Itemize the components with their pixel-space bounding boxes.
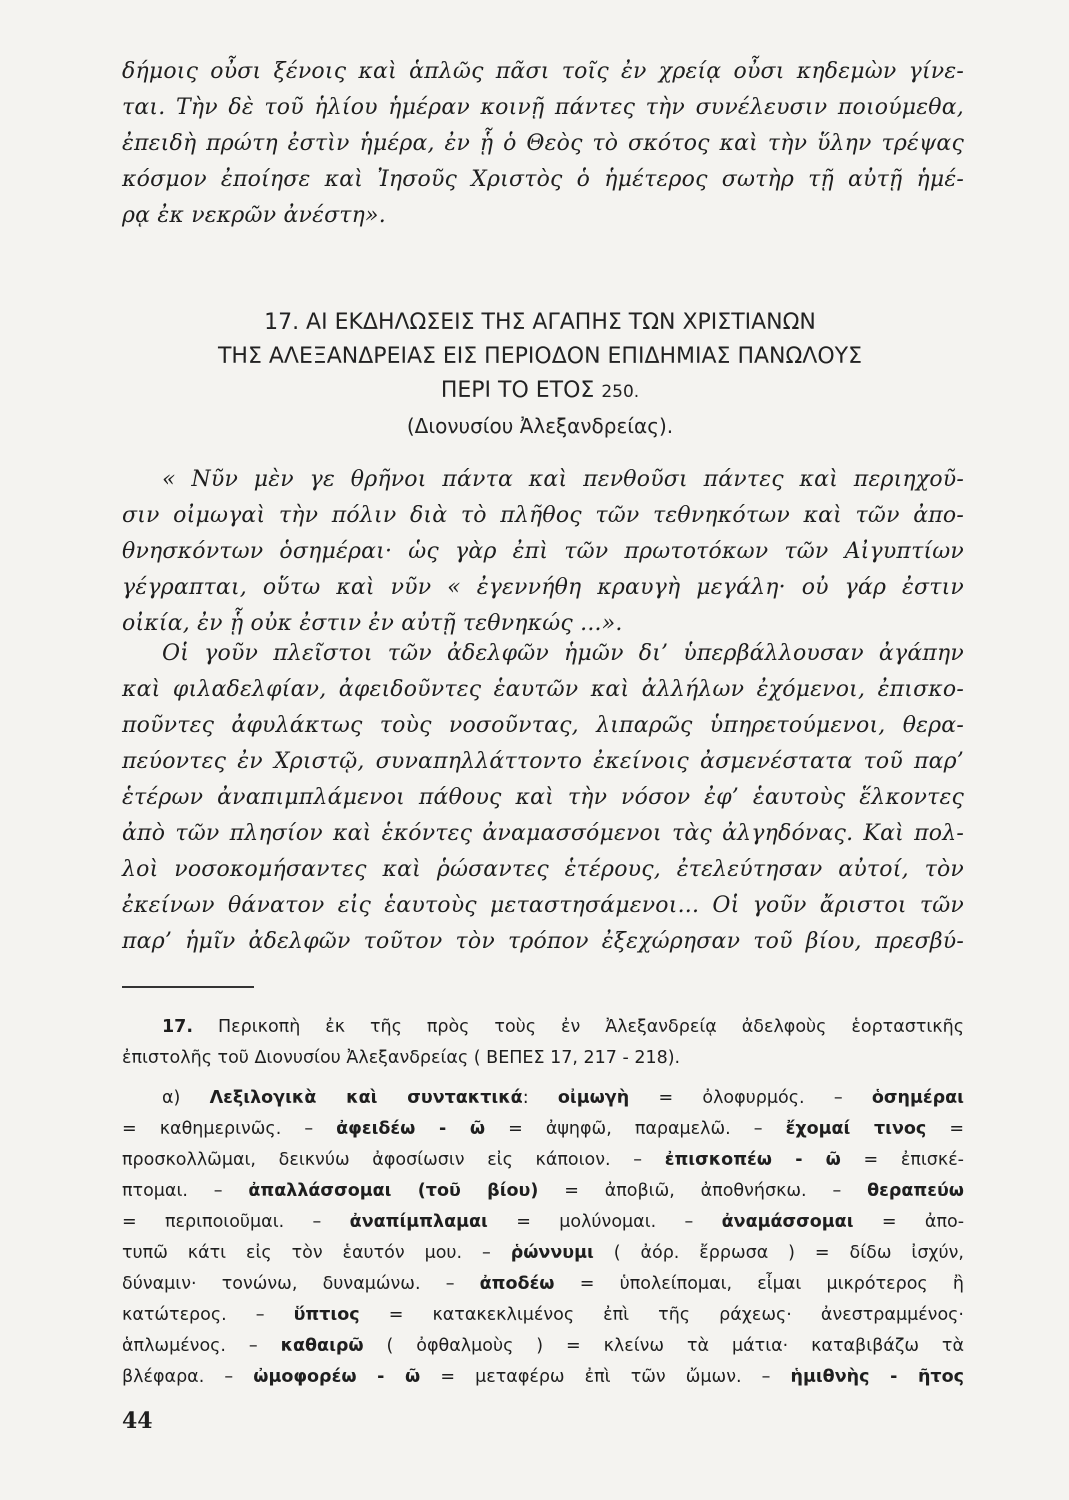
vocabulary-line (122, 1176, 964, 1207)
text-line: παρ’ ἡμῖν ἀδελφῶν τοῦτον τὸν τρόπον ἐξεχώρησαν τοῦ βίου, πρεσβύ- (122, 929, 964, 954)
text-line: καὶ φιλαδελφίαν, ἀφειδοῦντες ἑαυτῶν καὶ ἀλλήλων ἐχόμενοι, ἐπισκο- (122, 677, 964, 702)
heading-source: (Διονυσίου Ἀλεξανδρείας). (406, 414, 674, 438)
vocabulary-definition: = ἀποβιῶ, ἀποθνήσκω. – (538, 1181, 868, 1201)
vocabulary-term: ἀναμάσσομαι (721, 1212, 854, 1232)
vocabulary-term: ἀναπίμπλαμαι (349, 1212, 488, 1232)
vocabulary-term: ὕπτιος (293, 1305, 360, 1325)
vocabulary-term: θεραπεύω (867, 1181, 964, 1201)
vocabulary-line (122, 1331, 964, 1362)
vocabulary-definition: δύναμιν· τονώνω, δυναμώνω. – (122, 1274, 480, 1294)
vocabulary-definition: πτομαι. – (122, 1181, 249, 1201)
text-line: ἀπὸ τῶν πλησίον καὶ ἑκόντες ἀναμασσόμενοι τὰς ἀλγηδόνας. Καὶ πολ- (122, 821, 964, 846)
vocabulary-definition: ( ἀόρ. ἔρρωσα ) = δίδω ἰσχύν, (593, 1243, 964, 1263)
vocabulary-definition: = μεταφέρω ἐπὶ τῶν ὤμων. – (420, 1367, 791, 1387)
vocabulary-line (122, 1083, 964, 1114)
vocabulary-definition: προσκολλῶμαι, δεικνύω ἀφοσίωσιν εἰς κάποιον. – (122, 1150, 665, 1170)
heading-year: 250. (601, 382, 640, 402)
quote-paragraph (122, 462, 964, 642)
vocabulary-line (122, 1238, 964, 1269)
vocabulary-definition: τυπῶ κάτι εἰς τὸν ἑαυτόν μου. – (122, 1243, 511, 1263)
footnote-line: 17. Περικοπὴ ἐκ τῆς πρὸς τοὺς ἐν Ἀλεξανδρείᾳ ἀδελφοὺς ἑορταστικῆς (162, 1017, 964, 1037)
text-line: ἐκείνων θάνατον εἰς ἑαυτοὺς μεταστησάμενοι... Οἱ γοῦν ἄριστοι τῶν (122, 893, 964, 918)
vocabulary-term: ἀπαλλάσσομαι (τοῦ βίου) (248, 1181, 539, 1201)
text-line: ται. Τὴν δὲ τοῦ ἡλίου ἡμέραν κοινῇ πάντες τὴν συνέλευσιν ποιούμεθα, (122, 95, 964, 120)
vocabulary-definition: : (522, 1088, 558, 1108)
heading-line: ΠΕΡΙ ΤΟ ΕΤΟΣ 250. (440, 378, 640, 403)
footnote-number: 17. (162, 1017, 194, 1037)
vocabulary-term: ἔχομαί τινος (785, 1119, 927, 1139)
text-line: ἐπειδὴ πρώτη ἐστὶν ἡμέρα, ἐν ᾗ ὁ Θεὸς τὸ σκότος καὶ τὴν ὕλην τρέψας (122, 131, 964, 156)
text-line: σιν οἰμωγαὶ τὴν πόλιν διὰ τὸ πλῆθος τῶν τεθνηκότων καὶ τῶν ἀπο- (122, 503, 964, 528)
vocabulary-term: ἀφειδέω - ῶ (336, 1119, 486, 1139)
text-line: δήμοις οὖσι ξένοις καὶ ἁπλῶς πᾶσι τοῖς ἐν χρείᾳ οὖσι κηδεμὼν γίνε- (122, 59, 964, 84)
text-line: ποῦντες ἀφυλάκτως τοὺς νοσοῦντας, λιπαρῶς ὑπηρετούμενοι, θερα- (122, 713, 964, 738)
text-line: θνησκόντων ὁσημέραι· ὡς γὰρ ἐπὶ τῶν πρωτοτόκων τῶν Αἰγυπτίων (122, 539, 964, 564)
vocabulary-term: ἐπισκοπέω - ῶ (664, 1150, 841, 1170)
vocabulary-line (122, 1300, 964, 1331)
text-line: οἰκία, ἐν ᾗ οὐκ ἐστιν ἐν αὐτῇ τεθνηκώς ...». (122, 611, 623, 636)
vocabulary-line (122, 1362, 964, 1393)
footnote-divider (122, 986, 254, 988)
top-paragraph (122, 54, 964, 234)
text-line: ἑτέρων ἀναπιμπλάμενοι πάθους καὶ τὴν νόσον ἐφ’ ἑαυτοὺς ἕλκοντες (122, 785, 964, 810)
heading-line: ΤΗΣ ΑΛΕΞΑΝΔΡΕΙΑΣ ΕΙΣ ΠΕΡΙΟΔΟΝ ΕΠΙΔΗΜΙΑΣ ΠΑΝΩΛΟΥΣ (217, 344, 863, 369)
vocabulary-term: καθαιρῶ (280, 1336, 364, 1356)
vocabulary-term: ἀποδέω (479, 1274, 555, 1294)
vocabulary-definition: βλέφαρα. – (122, 1367, 254, 1387)
text-line: πεύοντες ἐν Χριστῷ, συναπηλλάττοντο ἐκείνοις ἀσμενέστατα τοῦ παρ’ (122, 749, 964, 774)
vocabulary-term: Λεξιλογικὰ καὶ συντακτικά (209, 1088, 523, 1108)
vocabulary-line (122, 1114, 964, 1145)
vocabulary-line (122, 1145, 964, 1176)
vocabulary-term: ὁσημέραι (871, 1088, 964, 1108)
vocabulary-definition: α) (162, 1088, 210, 1108)
vocabulary-definition: = ἀψηφῶ, παραμελῶ. – (485, 1119, 786, 1139)
vocabulary-definition: = περιποιοῦμαι. – (122, 1212, 350, 1232)
vocabulary-definition: = μολύνομαι. – (487, 1212, 722, 1232)
vocabulary-definition: = κατακεκλιμένος ἐπὶ τῆς ράχεως· ἀνεστραμμένος· (359, 1305, 964, 1325)
main-paragraph (122, 636, 964, 960)
vocabulary-line (122, 1207, 964, 1238)
vocabulary-term: οἰμωγὴ (557, 1088, 630, 1108)
text-line: ρᾳ ἐκ νεκρῶν ἀνέστη». (122, 203, 386, 228)
vocabulary-definition: = ὑπολείπομαι, εἶμαι μικρότερος ἢ (554, 1274, 964, 1294)
vocabulary-definition: = καθημερινῶς. – (122, 1119, 337, 1139)
vocabulary-definition: = ὀλοφυρμός. – (629, 1088, 872, 1108)
heading-line: 17. ΑΙ ΕΚΔΗΛΩΣΕΙΣ ΤΗΣ ΑΓΑΠΗΣ ΤΩΝ ΧΡΙΣΤΙΑΝΩΝ (264, 310, 816, 335)
text-line: κόσμον ἐποίησε καὶ Ἰησοῦς Χριστὸς ὁ ἡμέτερος σωτὴρ τῇ αὐτῇ ἡμέ- (122, 167, 964, 192)
vocabulary-line (122, 1269, 964, 1300)
vocabulary-definition: = ἐπισκέ- (840, 1150, 964, 1170)
text-line: « Νῦν μὲν γε θρῆνοι πάντα καὶ πενθοῦσι πάντες καὶ περιηχοῦ- (162, 467, 964, 492)
vocabulary-definition: κατώτερος. – (122, 1305, 294, 1325)
vocabulary-term: ῥώννυμι (510, 1243, 594, 1263)
text-line: γέγραπται, οὕτω καὶ νῦν « ἐγεννήθη κραυγὴ μεγάλη· οὐ γάρ ἐστιν (122, 575, 964, 600)
text-line: λοὶ νοσοκομήσαντες καὶ ῥώσαντες ἑτέρους, ἐτελεύτησαν αὐτοί, τὸν (122, 857, 964, 882)
vocabulary-term: ἡμιθνὴς - ῆτος (790, 1367, 964, 1387)
vocabulary-definition: ἁπλωμένος. – (122, 1336, 281, 1356)
footnote-line: ἐπιστολῆς τοῦ Διονυσίου Ἀλεξανδρείας ( ΒΕΠΕΣ 17, 217 - 218). (122, 1048, 681, 1068)
vocabulary-definition: = ἀπο- (853, 1212, 965, 1232)
vocabulary-definition: = (926, 1119, 964, 1139)
page-number: 44 (122, 1408, 153, 1434)
vocabulary-definition: ( ὀφθαλμοὺς ) = κλείνω τὰ μάτια· καταβιβάζω τὰ (363, 1336, 964, 1356)
vocabulary-term: ὠμοφορέω - ῶ (253, 1367, 421, 1387)
section-heading (100, 306, 980, 443)
footnote (122, 1012, 964, 1074)
text-line: Οἱ γοῦν πλεῖστοι τῶν ἀδελφῶν ἡμῶν δι’ ὑπερβάλλουσαν ἀγάπην (162, 641, 964, 666)
vocabulary-notes (122, 1083, 964, 1393)
